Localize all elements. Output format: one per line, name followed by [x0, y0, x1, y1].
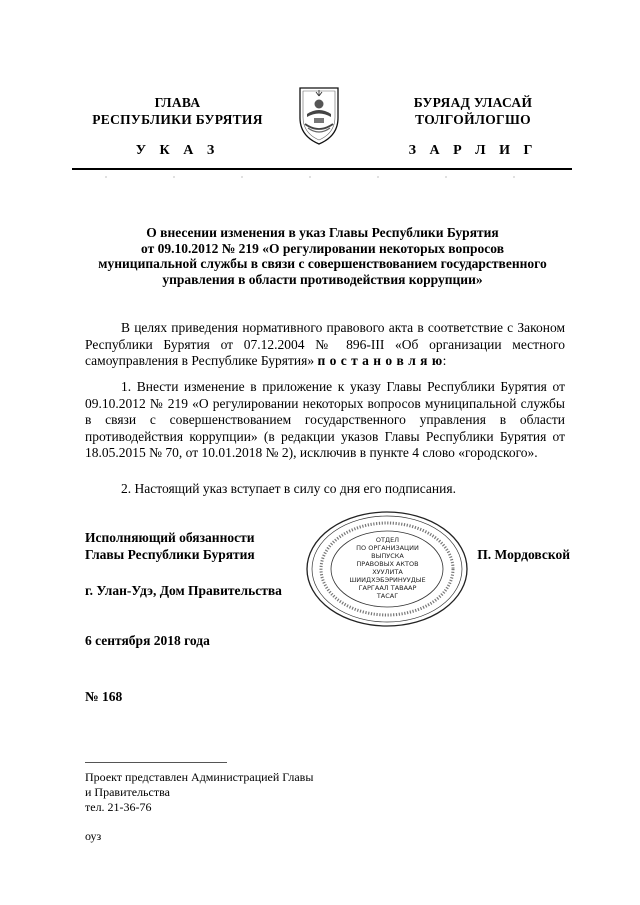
- position-line2: Главы Республики Бурятия: [85, 547, 255, 562]
- preamble-paragraph: [85, 320, 565, 370]
- seal-line2: ПО ОРГАНИЗАЦИИ: [356, 544, 419, 552]
- seal-line3: ВЫПУСКА: [371, 552, 404, 560]
- footer-line1: Проект представлен Администрацией Главы: [85, 770, 314, 784]
- position-line1: Исполняющий обязанности: [85, 530, 255, 545]
- signing-date: 6 сентября 2018 года: [85, 633, 210, 648]
- seal-line8: ТАСАГ: [376, 592, 399, 600]
- document-title: [75, 225, 570, 287]
- coat-of-arms-icon: [294, 84, 344, 146]
- item-2-paragraph: [85, 481, 565, 498]
- header-right-line2: ТОЛГОЙЛОГШО: [415, 112, 531, 127]
- seal-line5: ХУУЛИТА: [372, 568, 403, 576]
- item-1-paragraph: [85, 379, 565, 462]
- header-right-title: [378, 94, 568, 128]
- header-left-line2: РЕСПУБЛИКИ БУРЯТИЯ: [92, 112, 263, 127]
- title-line3: муниципальной службы в связи с совершенствованием государственного: [98, 256, 547, 272]
- footer-code: оуз: [85, 829, 102, 843]
- title-line1: О внесении изменения в указ Главы Республики Бурятия: [146, 225, 499, 240]
- seal-text: [345, 536, 430, 600]
- item-2-text: 2. Настоящий указ вступает в силу со дня его подписания.: [121, 481, 456, 496]
- seal-line4: ПРАВОВЫХ АКТОВ: [356, 560, 419, 568]
- footer-note: [85, 770, 313, 815]
- resolve-word: п о с т а н о в л я ю: [317, 353, 443, 369]
- signatory-position: [85, 529, 255, 563]
- preamble-text: В целях приведения нормативного правового акта в соответствие с Законом Республики Бурятия от 07.12.2004 № 896-III «Об организации местного самоуправления в Республике Бурятия»: [85, 320, 565, 369]
- footer-line3: тел. 21-36-76: [85, 800, 152, 814]
- official-seal-icon: [305, 510, 470, 628]
- resolve-colon: :: [442, 353, 447, 369]
- seal-line7: ГАРГААЛ ТАВААР: [358, 584, 417, 592]
- header-right-line1: БУРЯАД УЛАСАЙ: [413, 95, 533, 110]
- header-dotted-rule: [72, 176, 572, 178]
- header-left-title: [80, 94, 275, 128]
- document-number: № 168: [85, 689, 123, 704]
- doc-type-left: У К А З: [135, 143, 220, 158]
- seal-line1: ОТДЕЛ: [375, 536, 400, 544]
- header-rule: [72, 168, 572, 170]
- header-left-line1: ГЛАВА: [154, 95, 201, 110]
- title-line2: от 09.10.2012 № 219 «О регулировании некоторых вопросов: [141, 240, 504, 256]
- doc-type-right: З А Р Л И Г: [408, 143, 538, 158]
- seal-line6: ШИИДХЭБЭРИНУУДЫЕ: [349, 576, 426, 584]
- item-1-text: 1. Внести изменение в приложение к указу Главы Республики Бурятия от 09.10.2012 № 219 «О регулировании некоторых вопросов муниципальной службы в связи с совершенствованием государственного управления в области противодействия коррупции» (в редакции указов Главы Республики Бурятия от 18.05.2015 № 70, от 10.01.2018 № 2), исключив в пункте 4 слово «городского».: [85, 379, 565, 461]
- footer-line2: и Правительства: [85, 785, 170, 799]
- signing-place: г. Улан-Удэ, Дом Правительства: [85, 583, 282, 598]
- signatory-name: П. Мордовской: [477, 547, 570, 562]
- footer-rule: [85, 762, 227, 763]
- title-line4: управления в области противодействия коррупции»: [162, 271, 483, 287]
